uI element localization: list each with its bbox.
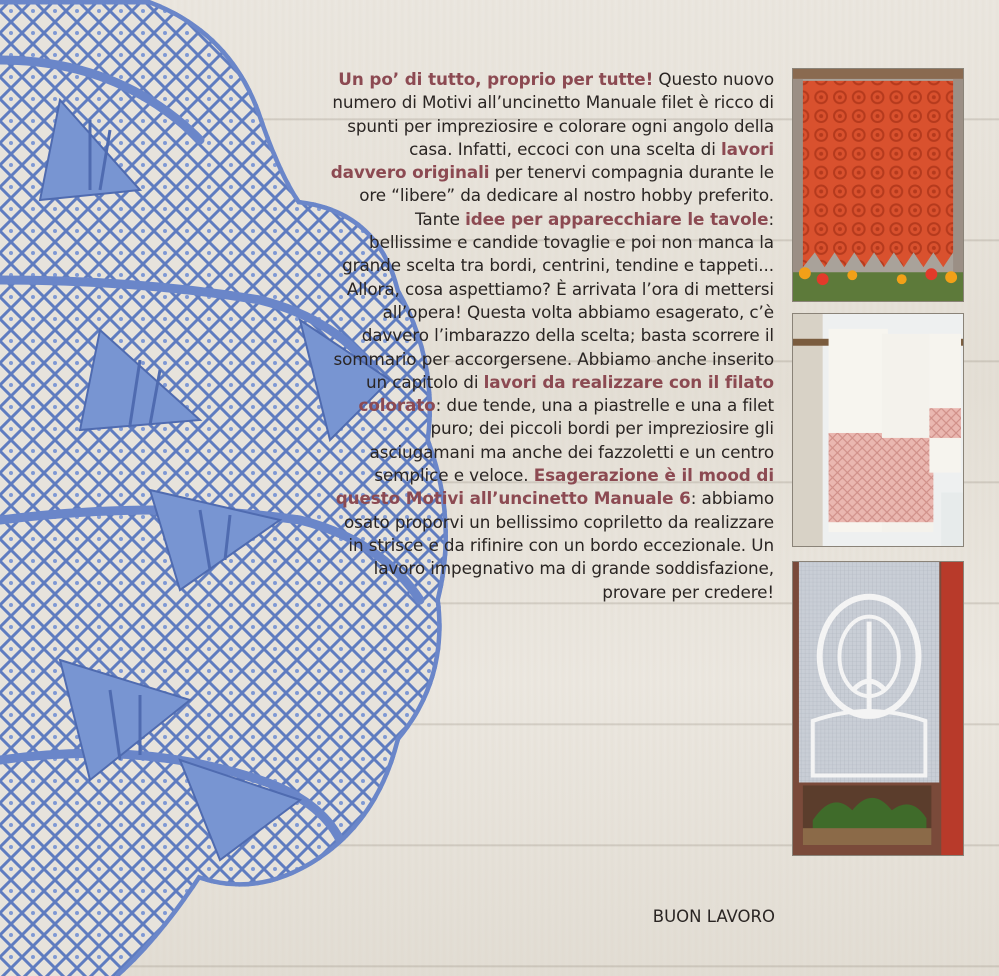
white-pink-towels-photo	[792, 313, 964, 547]
white-peacock-filet-curtain-photo	[792, 561, 964, 856]
highlight-table-ideas: idee per apparecchiare le tavole	[465, 208, 769, 229]
intro-lead: Un po’ di tutto, proprio per tutte!	[338, 69, 654, 89]
intro-paragraph	[330, 68, 774, 604]
highlight-original-works: lavori davvero originali	[330, 138, 774, 183]
intro-text-4: : due tende, una a piastrelle e una a filet puro; dei piccoli bordi per impreziosire gli asciugamani ma anche dei fazzoletti e un centro semplice e veloce.	[369, 395, 774, 486]
red-crochet-curtain-photo	[792, 68, 964, 302]
intro-text-3: : bellissime e candide tovaglie e poi non manca la grande scelta tra bordi, centrini, tendine e tappeti... Allora, cosa aspettiamo? È arrivata l’ora di mettersi all’opera! Questa volta abbiamo esagerato, c’è davvero l’imbarazzo della scelta; basta scorrere il sommario per accorgersene. Abbiamo anche inserito un capitolo di	[333, 208, 774, 392]
highlight-exaggeration: Esagerazione è il mood di questo Motivi all’uncinetto Manuale 6	[335, 465, 774, 509]
intro-text-1: Questo nuovo numero di Motivi all’uncinetto Manuale filet è ricco di spunti per impreziosire e colorare ogni angolo della casa. Infatti, eccoci con una scelta di	[332, 69, 774, 159]
signoff: BUON LAVORO	[652, 907, 775, 926]
intro-text-5: : abbiamo osato proporvi un bellissimo copriletto da realizzare in strisce e da rifinire con un bordo eccezionale. Un lavoro impegnativo ma di grande soddisfazione, provare per credere!	[344, 488, 774, 602]
highlight-colored-yarn: lavori da realizzare con il filato colorato	[358, 371, 774, 416]
intro-text-2: per tenervi compagnia durante le ore “libere” da dedicare al nostro hobby preferito. Tante	[359, 162, 774, 229]
